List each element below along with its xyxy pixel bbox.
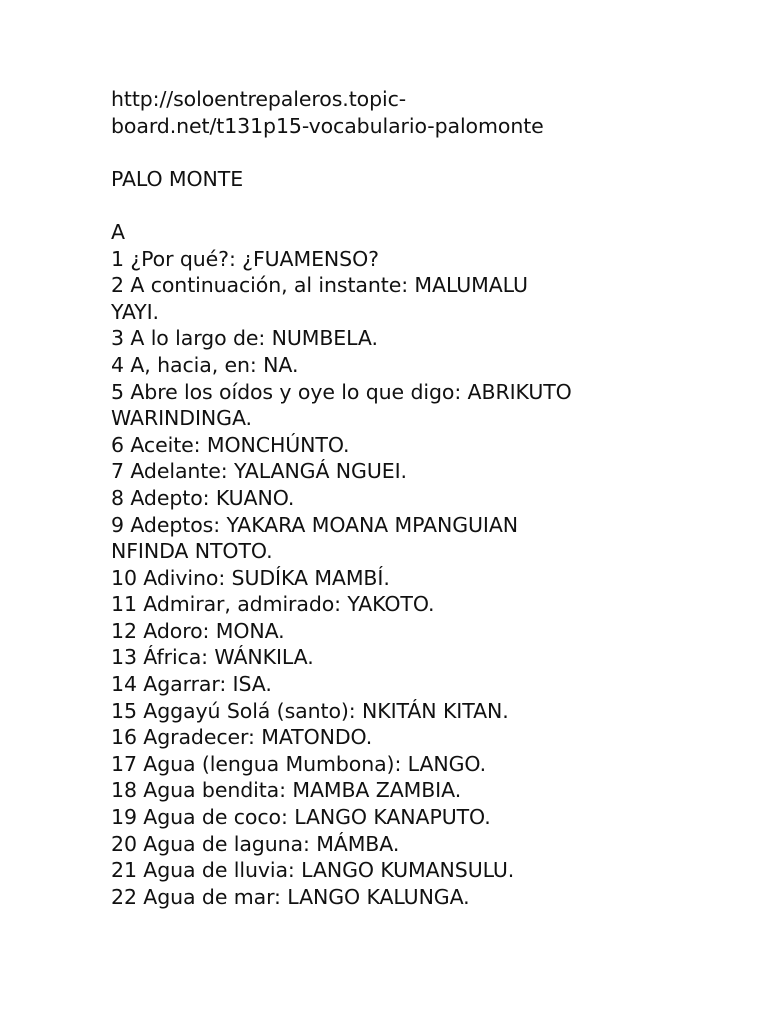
- vocabulary-entry: [111, 565, 751, 592]
- vocabulary-entry-line: 11 Admirar, admirado: YAKOTO.: [111, 592, 435, 617]
- vocabulary-entry-line: 6 Aceite: MONCHÚNTO.: [111, 432, 350, 457]
- vocabulary-entry-line: 5 Abre los oídos y oye lo que digo: ABRIKUTO: [111, 379, 572, 404]
- vocabulary-entry: [111, 352, 751, 379]
- vocabulary-entry: [111, 671, 751, 698]
- vocabulary-entry: [111, 246, 751, 273]
- vocabulary-entry: [111, 724, 751, 751]
- source-url-line-1: http://soloentrepaleros.topic-: [111, 87, 407, 111]
- vocabulary-entry: [111, 458, 751, 485]
- vocabulary-entry-line: 3 A lo largo de: NUMBELA.: [111, 326, 378, 351]
- vocabulary-entry: [111, 698, 751, 725]
- vocabulary-entry: [111, 591, 751, 618]
- vocabulary-entry: [111, 857, 751, 884]
- vocabulary-entry-line: YAYI.: [111, 299, 159, 324]
- document-page: [111, 86, 751, 910]
- vocabulary-entry-line: 1 ¿Por qué?: ¿FUAMENSO?: [111, 246, 379, 271]
- vocabulary-entry-line: 9 Adeptos: YAKARA MOANA MPANGUIAN: [111, 512, 519, 537]
- vocabulary-entry-line: 7 Adelante: YALANGÁ NGUEI.: [111, 459, 407, 484]
- vocabulary-entry-line: 22 Agua de mar: LANGO KALUNGA.: [111, 884, 470, 909]
- vocabulary-entry-line: 17 Agua (lengua Mumbona): LANGO.: [111, 751, 487, 776]
- vocabulary-entry-line: 13 África: WÁNKILA.: [111, 645, 314, 670]
- spacer: [111, 192, 751, 219]
- vocabulary-entry: [111, 777, 751, 804]
- vocabulary-entry: [111, 644, 751, 671]
- vocabulary-entry: [111, 512, 751, 565]
- vocabulary-entry-line: WARINDINGA.: [111, 406, 252, 431]
- vocabulary-list: [111, 246, 751, 911]
- spacer: [111, 139, 751, 166]
- vocabulary-entry-line: 12 Adoro: MONA.: [111, 618, 285, 643]
- vocabulary-entry: [111, 485, 751, 512]
- vocabulary-entry-line: 14 Agarrar: ISA.: [111, 672, 272, 697]
- vocabulary-entry-line: 10 Adivino: SUDÍKA MAMBÍ.: [111, 565, 390, 590]
- vocabulary-entry-line: 21 Agua de lluvia: LANGO KUMANSULU.: [111, 858, 515, 883]
- vocabulary-entry: [111, 432, 751, 459]
- vocabulary-entry: [111, 379, 751, 432]
- source-url-line-2: board.net/t131p15-vocabulario-palomonte: [111, 113, 544, 138]
- vocabulary-entry: [111, 325, 751, 352]
- vocabulary-entry: [111, 884, 751, 911]
- vocabulary-entry-line: 2 A continuación, al instante: MALUMALU: [111, 273, 528, 298]
- vocabulary-entry: [111, 804, 751, 831]
- vocabulary-entry: [111, 618, 751, 645]
- vocabulary-entry: [111, 831, 751, 858]
- document-title: PALO MONTE: [111, 166, 244, 191]
- vocabulary-entry-line: 19 Agua de coco: LANGO KANAPUTO.: [111, 805, 491, 830]
- vocabulary-entry-line: 4 A, hacia, en: NA.: [111, 352, 299, 377]
- vocabulary-entry-line: NFINDA NTOTO.: [111, 539, 273, 564]
- vocabulary-entry-line: 16 Agradecer: MATONDO.: [111, 725, 373, 750]
- vocabulary-entry: [111, 272, 751, 325]
- vocabulary-entry-line: 20 Agua de laguna: MÁMBA.: [111, 831, 400, 856]
- vocabulary-entry: [111, 751, 751, 778]
- source-url: [111, 86, 751, 139]
- vocabulary-entry-line: 15 Aggayú Solá (santo): NKITÁN KITAN.: [111, 698, 509, 723]
- vocabulary-entry-line: 8 Adepto: KUANO.: [111, 485, 295, 510]
- section-heading-a: A: [111, 219, 125, 244]
- vocabulary-entry-line: 18 Agua bendita: MAMBA ZAMBIA.: [111, 778, 462, 803]
